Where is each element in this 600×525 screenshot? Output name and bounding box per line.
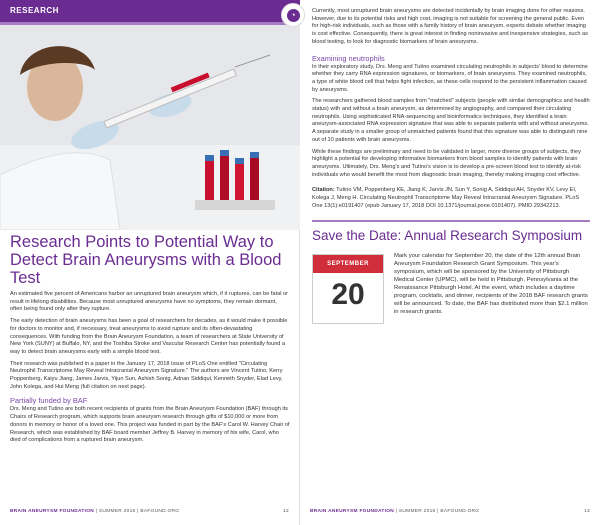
foundation-logo-icon: ◔: [281, 3, 305, 27]
symposium-text: Mark your calendar for September 20, the date of the 12th annual Brain Aneurysm Foundation Research Grant Symposium. This year's symposium, which will be sponsored by the University of Pittsburgh Medical Center (UPMC), will be held in Pittsburgh, Pennsylvania at the Renaissance Pittsburgh Hotel. At the event, which includes a daytime program, cocktails, and dinner, recipients of the 2018 BAF research grants will be announced. To date, the BAF has distributed more than $2.1 million in research grants.: [394, 253, 588, 316]
right-page: [300, 0, 600, 525]
footer-issue: SUMMER 2018: [398, 509, 436, 514]
lab-photo: [0, 25, 300, 230]
calendar-icon: [312, 254, 384, 324]
article-paragraph: An estimated five percent of Americans harbor an unruptured brain aneurysm which, if it ruptures, can be fatal or result in lifelong disabilities. Because most unruptured aneurysms have no symptoms, they remain dormant, often being found only after they rupture.: [10, 291, 288, 313]
symposium-block: [312, 252, 590, 324]
page-number: 12: [283, 509, 289, 514]
section-header-bar: [0, 0, 300, 22]
footer-issue: SUMMER 2018: [98, 509, 136, 514]
article-subhead: Partially funded by BAF: [10, 396, 88, 406]
article-paragraph: The early detection of brain aneurysms has been a goal of researchers for decades, as it would make it possible for doctors to monitor and, if necessary, treat aneurysms to avoid rupture and its often-devastating consequences. With funding from the Brain Aneurysm Foundation, a team of researchers at State University of New York (SUNY) at Buffalo, NY, and the Toshiba Stroke and Vascular Research Center has potentially found a way to detect brain aneurysms early with a simple blood test.: [10, 318, 288, 355]
article-paragraph: Their research was published in a paper in the January 17, 2018 issue of PLoS One entitled "Circulating Neutrophil Transcriptome May Reveal Intracranial Aneurysm Signature." The authors are Vincent Tutino, Kerry Poppenberg, Kaiyu Jiang, James Jarvis, Yijun Sun, Ashish Sonig, Adnan Siddiqui, Kenneth Snyder, Elad Levy, John Kolega, and Hui Meng (full citation on next page).: [10, 360, 283, 390]
page-footer: BRAIN ANEURYSM FOUNDATION | SUMMER 2018 | BAFOUND.ORG 13: [310, 509, 590, 517]
article-paragraph: The researchers gathered blood samples from "matched" subjects (people with similar demographics and health status) with and without a brain aneurysm, as determined by angiography, and compared their circulating neutrophils. Using sophisticated RNA-sequencing and bioinformatics techniques, they identified a brain aneurysm-associated RNA expression signature that was able to separate patients with and without aneurysms. A separate study in a smaller group of unmatched patients found that this signature was able to distinguish nine out of 10 patients with brain aneurysms.: [312, 98, 590, 143]
page-footer: BRAIN ANEURYSM FOUNDATION | SUMMER 2018 | BAFOUND.ORG 12: [10, 509, 289, 517]
citation-label: Citation:: [312, 187, 335, 194]
footer-site: BAFOUND.ORG: [440, 509, 480, 514]
article-subhead: Examining neutrophils: [312, 53, 385, 63]
citation-text: Tutino VM, Poppenberg KE, Jiang K, Jarvis JN, Sun Y, Sonig A, Siddiqui AH, Snyder KV, Levy EI, Kolega J, Meng H. Circulating Neutrophil Transcriptome May Reveal Intracranial Aneurysm Signature. PLoS One 13(1):e0191407 (epub January 17, 2018 DOI 10.1371/journal.pone.0191407). PMID 29342213.: [312, 187, 580, 209]
article-paragraph: While these findings are preliminary and need to be validated in larger, more diverse groups of subjects, they highlight a potential for developing informative biomarkers from blood samples to identify patients with brain aneurysms. Ultimately, Drs. Meng's and Tutino's vision is to develop a pre-screen blood test to identify at-risk individuals who would benefit the most from diagnostic brain imaging, thereby making imaging cost effective.: [312, 148, 581, 178]
right-article: [312, 8, 590, 324]
footer-site: BAFOUND.ORG: [140, 509, 180, 514]
section-divider: [312, 220, 590, 222]
article-headline: Research Points to Potential Way to Detect Brain Aneurysms with a Blood Test: [10, 233, 282, 287]
article-paragraph: Currently, most unruptured brain aneurysms are detected incidentally by brain imaging done for other reasons. However, due to its potential risks and high cost, imaging is not suitable for screening the general public. Even for high-risk individuals, such as those with a family history of brain aneurysm, experts debate whether imaging is cost effective. Consequently, there is great interest in finding noninvasive and inexpensive strategies, such as blood testing, to look for diagnostic biomarkers of brain aneurysms.: [312, 8, 588, 45]
page-number: 13: [584, 509, 590, 514]
symposium-headline: Save the Date: Annual Research Symposium: [312, 228, 583, 244]
article-paragraph: In their exploratory study, Drs. Meng and Tutino examined circulating neutrophils in subjects' blood to determine whether they carry RNA expression signatures, or biomarkers, of brain aneurysms. They examined neutrophils, a type of white blood cell that helps fight infection, as these cells respond to the persistent inflammation caused by aneurysms.: [312, 63, 588, 93]
footer-brand: BRAIN ANEURYSM FOUNDATION: [10, 509, 95, 514]
article-paragraph: Drs. Meng and Tutino are both recent recipients of grants from the Brain Aneurysm Foundation (BAF) through its Chairs of Research program, which supports brain aneurysm research through gifts of $10,000 or more from donors in memory or honor of a loved one. This project was funded in part by the BAF's Carol W. Harvey Chair of Research, which was established by BAF board member Jeffrey B. Harvey in memory of his wife, Carol, who died of complications from a ruptured brain aneurysm.: [10, 406, 290, 444]
calendar-day: 20: [331, 278, 365, 312]
footer-brand: BRAIN ANEURYSM FOUNDATION: [310, 509, 395, 514]
left-article: [10, 233, 290, 445]
calendar-month: SEPTEMBER: [313, 255, 383, 273]
section-label: RESEARCH: [10, 6, 59, 15]
